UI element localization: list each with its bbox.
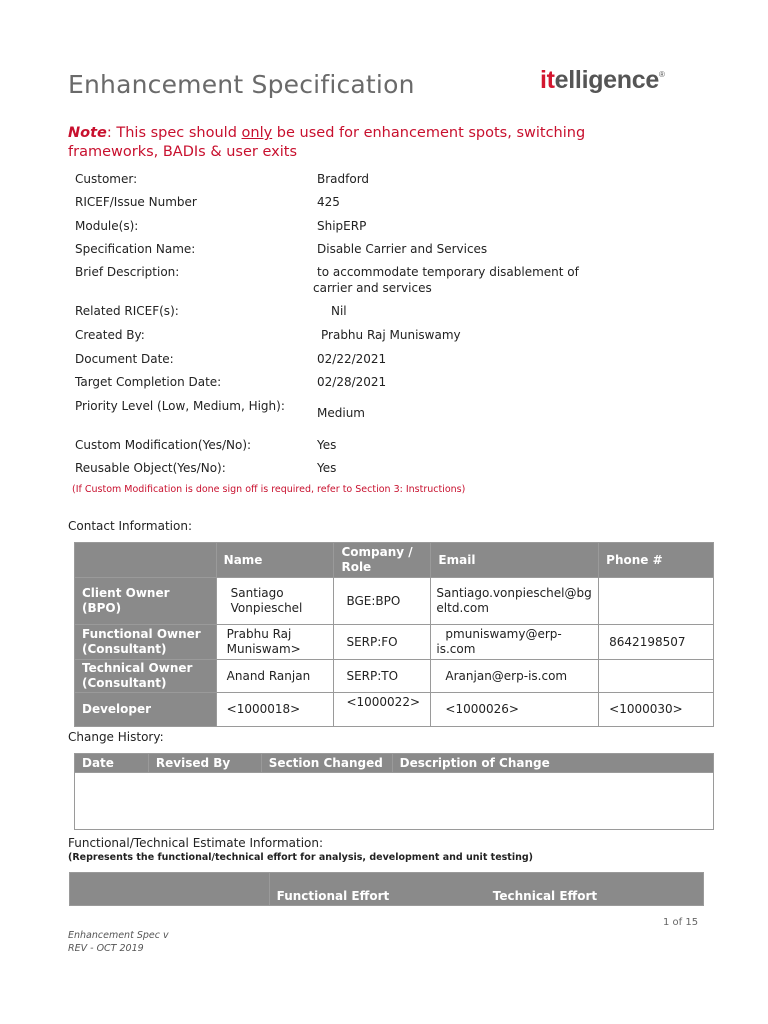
contact-row	[75, 625, 714, 660]
info-label-reusable-object: Reusable Object(Yes/No):	[75, 461, 226, 475]
history-header-row	[75, 754, 714, 773]
contact-phone: <1000030>	[599, 693, 714, 727]
logo-text: elligence	[554, 66, 659, 94]
estimate-header-technical: Technical Effort	[486, 873, 704, 906]
usage-note	[68, 124, 668, 162]
contact-row	[75, 693, 714, 727]
info-value-modules: ShipERP	[317, 219, 367, 233]
info-label-document-date: Document Date:	[75, 352, 174, 366]
contact-email: Santiago.vonpieschel@bgeltd.com	[431, 578, 599, 625]
contact-header-company: Company / Role	[334, 543, 431, 578]
contact-company: <1000022>	[334, 693, 431, 727]
estimate-note: (Represents the functional/technical effort for analysis, development and unit testing)	[68, 852, 534, 863]
info-value-brief-description: to accommodate temporary disablement of carrier and services	[313, 265, 579, 295]
contact-header-email: Email	[431, 543, 599, 578]
contact-name: Prabhu Raj Muniswam>	[216, 625, 334, 660]
contact-company: SERP:FO	[334, 625, 431, 660]
note-text-after: be used for enhancement spots, switching frameworks, BADIs & user exits	[68, 125, 586, 160]
contact-name: Santiago Vonpieschel	[216, 578, 334, 625]
footer-line-2: REV - OCT 2019	[68, 943, 144, 954]
history-empty-cell	[75, 773, 714, 830]
contact-role: Developer	[75, 693, 217, 727]
custom-modification-note: (If Custom Modification is done sign off is required, refer to Section 3: Instructions)	[72, 484, 466, 495]
note-text-before: : This spec should	[106, 125, 242, 141]
estimate-header-blank	[70, 873, 270, 906]
footer-line-1: Enhancement Spec v	[68, 930, 169, 941]
info-label-spec-name: Specification Name:	[75, 242, 196, 256]
info-label-custom-modification: Custom Modification(Yes/No):	[75, 438, 252, 452]
estimate-table	[69, 872, 704, 906]
logo-accent: it	[540, 66, 555, 94]
estimate-header-row	[70, 873, 704, 906]
info-value-created-by: Prabhu Raj Muniswamy	[321, 328, 461, 342]
contact-role: Technical Owner (Consultant)	[75, 660, 217, 693]
history-header-date: Date	[75, 754, 149, 773]
contact-role: Functional Owner (Consultant)	[75, 625, 217, 660]
info-label-ricef-number: RICEF/Issue Number	[75, 195, 197, 209]
history-header-revised-by: Revised By	[148, 754, 261, 773]
contact-table	[74, 542, 714, 727]
estimate-section-label: Functional/Technical Estimate Information:	[68, 836, 324, 850]
info-label-priority: Priority Level (Low, Medium, High):	[75, 399, 285, 413]
contact-section-label: Contact Information:	[68, 519, 193, 533]
contact-row	[75, 660, 714, 693]
info-value-customer: Bradford	[317, 172, 370, 186]
history-empty-row	[75, 773, 714, 830]
info-label-related-ricef: Related RICEF(s):	[75, 304, 179, 318]
contact-email: pmuniswamy@erp-is.com	[431, 625, 599, 660]
info-value-reusable-object: Yes	[317, 461, 337, 475]
document-title: Enhancement Specification	[68, 70, 415, 99]
contact-header-name: Name	[216, 543, 334, 578]
contact-name: <1000018>	[216, 693, 334, 727]
info-label-brief-description: Brief Description:	[75, 265, 180, 279]
contact-row	[75, 578, 714, 625]
contact-name: Anand Ranjan	[216, 660, 334, 693]
logo-registered-mark: ®	[658, 70, 665, 79]
info-value-target-date: 02/28/2021	[317, 375, 387, 389]
page-number: 1 of 15	[663, 917, 699, 928]
info-label-target-date: Target Completion Date:	[75, 375, 222, 389]
history-header-description: Description of Change	[392, 754, 713, 773]
info-label-created-by: Created By:	[75, 328, 145, 342]
contact-phone: 8642198507	[599, 625, 714, 660]
contact-company: SERP:TO	[334, 660, 431, 693]
info-value-ricef-number: 425	[317, 195, 340, 209]
contact-company: BGE:BPO	[334, 578, 431, 625]
history-header-section-changed: Section Changed	[261, 754, 392, 773]
history-section-label: Change History:	[68, 730, 164, 744]
info-value-spec-name: Disable Carrier and Services	[317, 242, 488, 256]
info-label-customer: Customer:	[75, 172, 138, 186]
info-value-related-ricef: Nil	[331, 304, 347, 318]
company-logo	[540, 66, 665, 95]
info-value-document-date: 02/22/2021	[317, 352, 387, 366]
estimate-header-functional: Functional Effort	[269, 873, 486, 906]
change-history-table	[74, 753, 714, 830]
contact-email: <1000026>	[431, 693, 599, 727]
info-label-modules: Module(s):	[75, 219, 139, 233]
contact-phone	[599, 660, 714, 693]
contact-email: Aranjan@erp-is.com	[431, 660, 599, 693]
contact-header-row	[75, 543, 714, 578]
note-underlined: only	[241, 125, 273, 141]
info-value-priority: Medium	[317, 406, 365, 420]
info-value-custom-modification: Yes	[317, 438, 337, 452]
contact-role: Client Owner (BPO)	[75, 578, 217, 625]
contact-phone	[599, 578, 714, 625]
contact-header-blank	[75, 543, 217, 578]
note-label: Note	[68, 125, 107, 141]
contact-header-phone: Phone #	[599, 543, 714, 578]
